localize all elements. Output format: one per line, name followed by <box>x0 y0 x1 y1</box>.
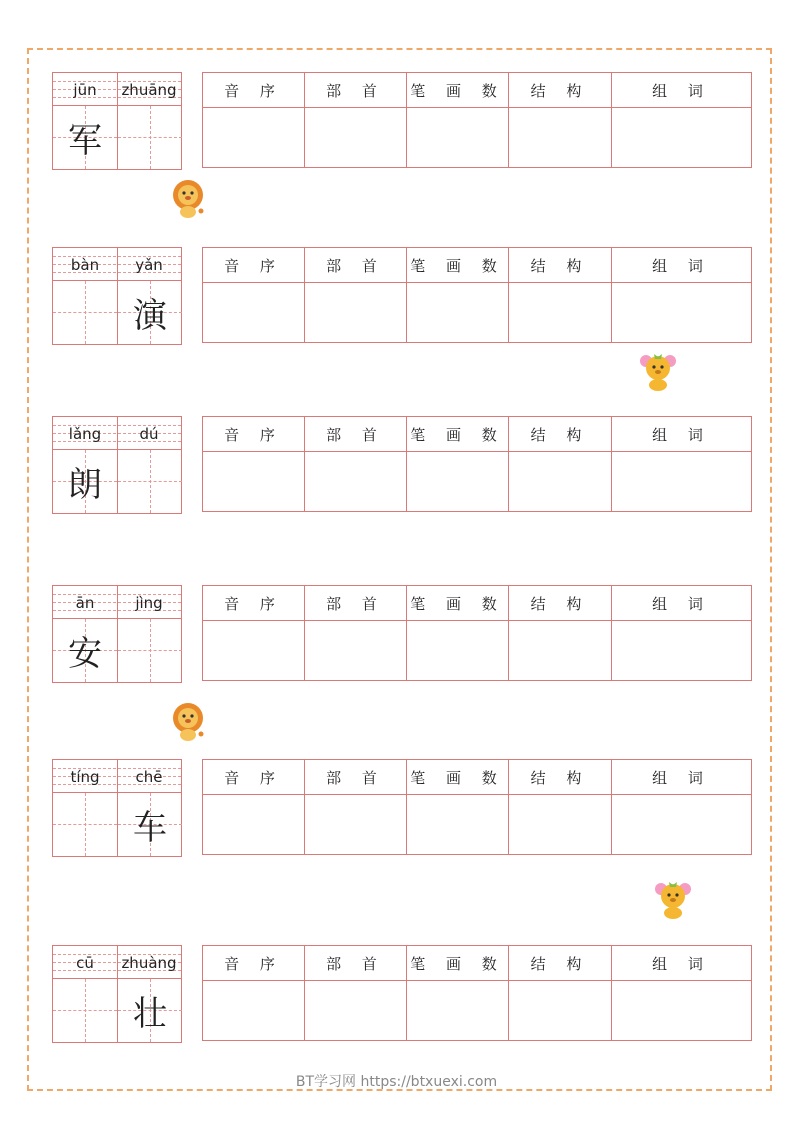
answer-yinxu[interactable] <box>203 108 305 168</box>
word-row <box>52 585 752 683</box>
word-row <box>52 759 752 857</box>
tianzige-box <box>52 247 182 345</box>
character: 车 <box>133 808 167 848</box>
char-cell-right <box>118 793 182 856</box>
char-cell-left <box>53 979 117 1042</box>
char-cell-left <box>53 106 117 169</box>
header-jiegou: 结 构 <box>509 946 612 981</box>
character <box>53 979 117 1042</box>
answer-bushou[interactable] <box>305 452 407 512</box>
answer-yinxu[interactable] <box>203 452 305 512</box>
header-yinxu: 音 序 <box>203 417 305 452</box>
header-yinxu: 音 序 <box>203 946 305 981</box>
bear-icon <box>638 352 674 392</box>
answer-bushou[interactable] <box>305 283 407 343</box>
answer-zuci[interactable] <box>612 283 752 343</box>
word-row <box>52 72 752 170</box>
answer-zuci[interactable] <box>612 981 752 1041</box>
pinyin-left: cū <box>76 953 94 972</box>
answer-yinxu[interactable] <box>203 795 305 855</box>
answer-bushou[interactable] <box>305 981 407 1041</box>
header-jiegou: 结 构 <box>509 73 612 108</box>
pinyin-right: chē <box>135 767 163 786</box>
tianzige-box <box>52 72 182 170</box>
header-bushou: 部 首 <box>305 73 407 108</box>
pinyin-right: dú <box>139 424 159 443</box>
header-bihuashu: 笔 画 数 <box>407 946 509 981</box>
word-row <box>52 945 752 1043</box>
answer-zuci[interactable] <box>612 108 752 168</box>
header-bushou: 部 首 <box>305 417 407 452</box>
lion-icon <box>170 179 206 219</box>
pinyin-left: lǎng <box>68 424 102 443</box>
character: 军 <box>68 121 102 161</box>
header-zuci: 组 词 <box>612 586 752 621</box>
answer-jiegou[interactable] <box>509 795 612 855</box>
char-cell-left <box>53 793 117 856</box>
header-bihuashu: 笔 画 数 <box>407 248 509 283</box>
answer-zuci[interactable] <box>612 452 752 512</box>
pinyin-left: bàn <box>70 255 100 274</box>
header-bushou: 部 首 <box>305 248 407 283</box>
header-bushou: 部 首 <box>305 760 407 795</box>
char-cell-left <box>53 619 117 682</box>
answer-bihuashu[interactable] <box>407 283 509 343</box>
pinyin-right: zhuāng <box>121 80 177 99</box>
header-bihuashu: 笔 画 数 <box>407 73 509 108</box>
info-table <box>202 759 752 855</box>
header-bihuashu: 笔 画 数 <box>407 586 509 621</box>
answer-bihuashu[interactable] <box>407 108 509 168</box>
char-cell-left <box>53 281 117 344</box>
answer-jiegou[interactable] <box>509 452 612 512</box>
answer-jiegou[interactable] <box>509 621 612 681</box>
answer-bihuashu[interactable] <box>407 795 509 855</box>
answer-zuci[interactable] <box>612 795 752 855</box>
word-row <box>52 416 752 514</box>
character: 演 <box>133 296 167 336</box>
header-jiegou: 结 构 <box>509 760 612 795</box>
header-bushou: 部 首 <box>305 586 407 621</box>
tianzige-box <box>52 945 182 1043</box>
pinyin-right: zhuàng <box>121 953 177 972</box>
character <box>53 793 117 856</box>
answer-yinxu[interactable] <box>203 621 305 681</box>
answer-bushou[interactable] <box>305 621 407 681</box>
character: 壮 <box>133 994 167 1034</box>
header-yinxu: 音 序 <box>203 586 305 621</box>
info-table <box>202 72 752 168</box>
answer-bihuashu[interactable] <box>407 452 509 512</box>
char-cell-right <box>118 619 182 682</box>
header-zuci: 组 词 <box>612 417 752 452</box>
character <box>118 450 182 513</box>
word-row <box>52 247 752 345</box>
answer-jiegou[interactable] <box>509 981 612 1041</box>
header-bushou: 部 首 <box>305 946 407 981</box>
answer-bushou[interactable] <box>305 108 407 168</box>
footer-source: BT学习网 https://btxuexi.com <box>295 1074 498 1090</box>
header-yinxu: 音 序 <box>203 73 305 108</box>
header-jiegou: 结 构 <box>509 417 612 452</box>
answer-zuci[interactable] <box>612 621 752 681</box>
info-table <box>202 416 752 512</box>
lion-icon <box>170 702 206 742</box>
page-border <box>27 48 772 1091</box>
header-zuci: 组 词 <box>612 760 752 795</box>
info-table <box>202 585 752 681</box>
tianzige-box <box>52 759 182 857</box>
info-table <box>202 945 752 1041</box>
header-jiegou: 结 构 <box>509 586 612 621</box>
pinyin-right: yǎn <box>135 255 163 274</box>
answer-bihuashu[interactable] <box>407 981 509 1041</box>
bear-icon <box>653 880 689 920</box>
char-cell-right <box>118 281 182 344</box>
answer-bushou[interactable] <box>305 795 407 855</box>
answer-yinxu[interactable] <box>203 981 305 1041</box>
header-bihuashu: 笔 画 数 <box>407 417 509 452</box>
character <box>118 106 182 169</box>
char-cell-right <box>118 106 182 169</box>
pinyin-left: tíng <box>70 767 100 786</box>
character: 安 <box>68 634 102 674</box>
pinyin-right: jìng <box>135 593 163 612</box>
char-cell-left <box>53 450 117 513</box>
pinyin-left: ān <box>75 593 95 612</box>
header-yinxu: 音 序 <box>203 248 305 283</box>
pinyin-left: jūn <box>73 80 97 99</box>
header-zuci: 组 词 <box>612 73 752 108</box>
header-jiegou: 结 构 <box>509 248 612 283</box>
header-bihuashu: 笔 画 数 <box>407 760 509 795</box>
answer-jiegou[interactable] <box>509 283 612 343</box>
tianzige-box <box>52 585 182 683</box>
info-table <box>202 247 752 343</box>
answer-yinxu[interactable] <box>203 283 305 343</box>
character: 朗 <box>68 465 102 505</box>
answer-bihuashu[interactable] <box>407 621 509 681</box>
tianzige-box <box>52 416 182 514</box>
char-cell-right <box>118 450 182 513</box>
header-zuci: 组 词 <box>612 248 752 283</box>
character <box>118 619 182 682</box>
answer-jiegou[interactable] <box>509 108 612 168</box>
character <box>53 281 117 344</box>
header-yinxu: 音 序 <box>203 760 305 795</box>
header-zuci: 组 词 <box>612 946 752 981</box>
char-cell-right <box>118 979 182 1042</box>
